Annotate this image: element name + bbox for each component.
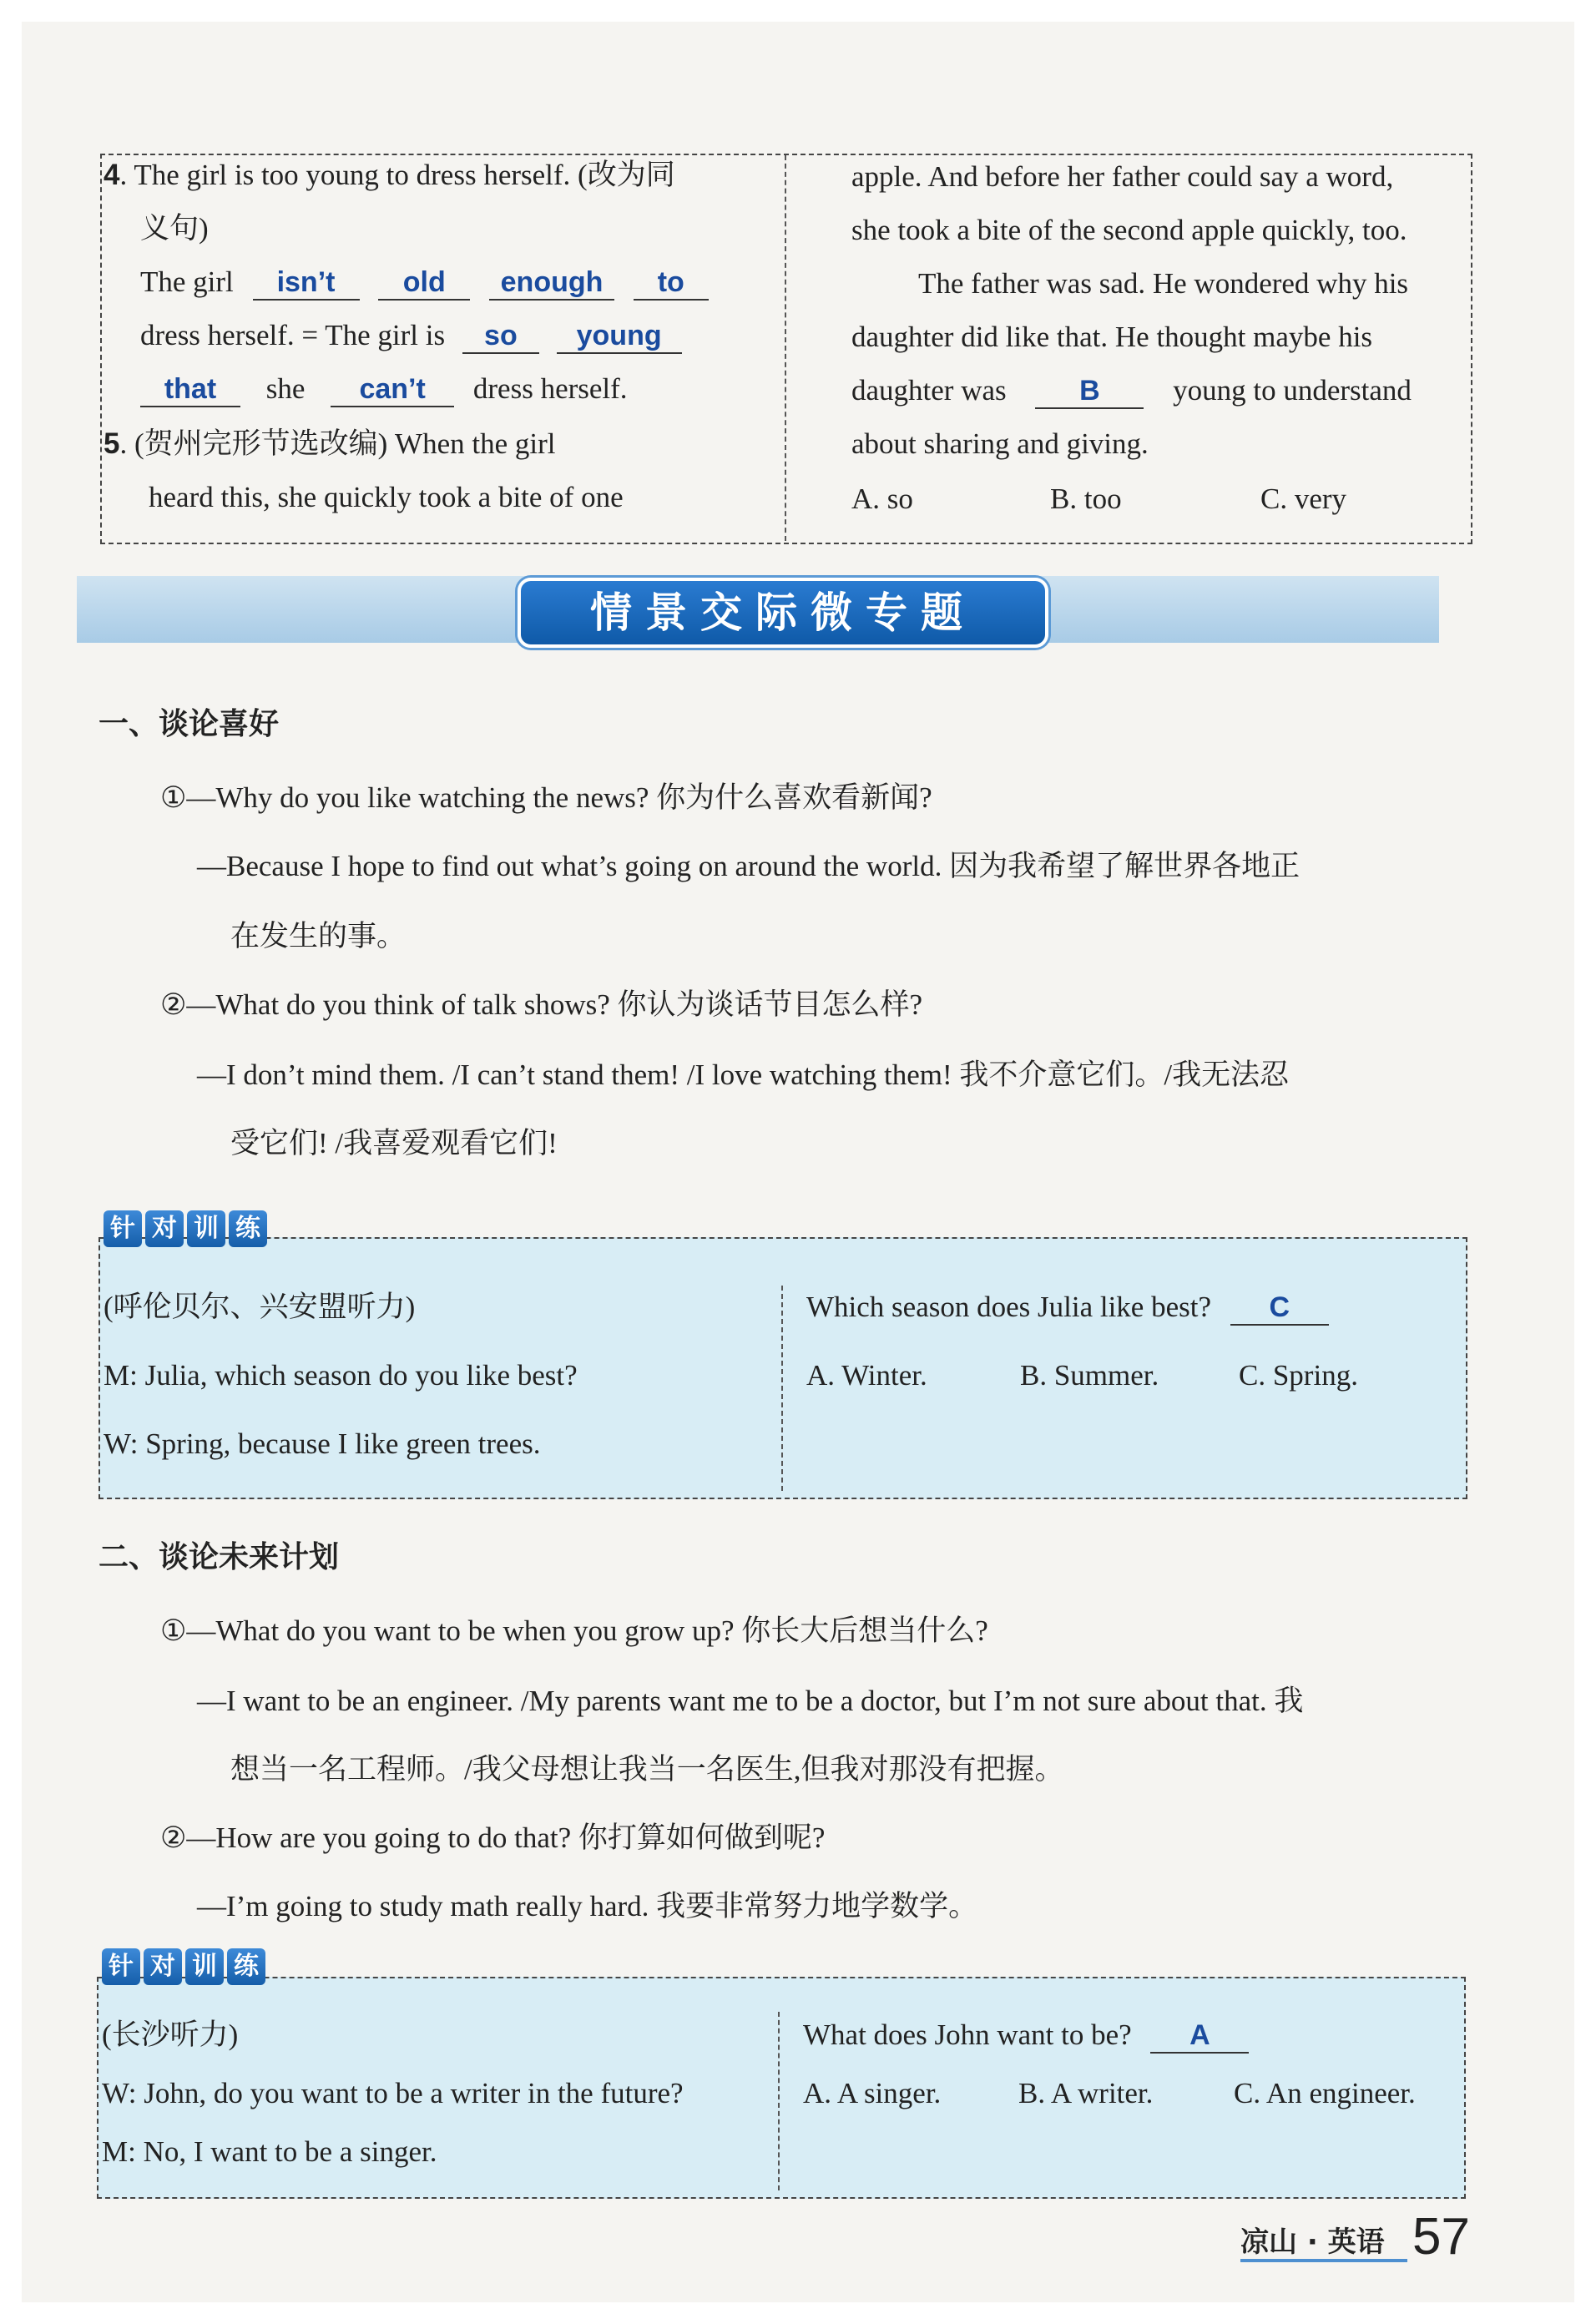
practice2-option-b[interactable]: B. A writer. <box>1018 2077 1154 2109</box>
section2-heading: 二、谈论未来计划 <box>98 1540 340 1574</box>
tag-char-1: 针 <box>102 1948 140 1985</box>
practice2-option-a[interactable]: A. A singer. <box>803 2077 942 2109</box>
practice1-tag <box>104 1210 267 1247</box>
practice1-m-line: M: Julia, which season do you like best? <box>104 1359 578 1392</box>
practice2-divider <box>778 2012 780 2190</box>
q4-number: 4 <box>104 159 120 191</box>
practice2-option-c[interactable]: C. An engineer. <box>1234 2077 1416 2109</box>
passage-blank[interactable]: B <box>1035 374 1144 409</box>
s2-dialog2-question: ②—How are you going to do that? 你打算如何做到呢? <box>160 1821 826 1854</box>
s1-dialog1-question: ①—Why do you like watching the news? 你为什么喜欢看新闻? <box>160 781 932 814</box>
q4-line3: The girl isn’t old enough to <box>140 265 709 301</box>
q4-blank-5[interactable]: so <box>462 319 539 354</box>
passage-option-c[interactable]: C. very <box>1260 482 1347 515</box>
practice2-w-line: W: John, do you want to be a writer in the future? <box>102 2077 684 2109</box>
s2-dialog2-answer: —I’m going to study math really hard. 我要非常努力地学数学。 <box>197 1890 978 1922</box>
s2-dialog1-answer-line2: 想当一名工程师。/我父母想让我当一名医生,但我对那没有把握。 <box>230 1753 1064 1786</box>
practice2-m-line: M: No, I want to be a singer. <box>102 2135 437 2168</box>
footer-book-title: 凉山 · 英语 <box>1240 2225 1385 2259</box>
s2-dialog1-question: ①—What do you want to be when you grow up? 你长大后想当什么? <box>160 1614 988 1647</box>
passage-line2: she took a bite of the second apple quickly, too. <box>851 214 1407 246</box>
tag-char-4: 练 <box>227 1948 265 1985</box>
passage-option-a[interactable]: A. so <box>851 482 913 515</box>
practice1-option-b[interactable]: B. Summer. <box>1020 1359 1159 1392</box>
practice1-answer-blank[interactable]: C <box>1230 1291 1329 1326</box>
practice1-w-line: W: Spring, because I like green trees. <box>104 1427 541 1460</box>
practice2-tag <box>102 1948 265 1985</box>
footer-underline <box>1240 2259 1407 2262</box>
s2-dialog1-answer-line1: —I want to be an engineer. /My parents want me to be a doctor, but I’m not sure about that. 我 <box>197 1685 1304 1717</box>
tag-char-2: 对 <box>144 1948 182 1985</box>
passage-line6: about sharing and giving. <box>851 427 1149 460</box>
q4-blank-6[interactable]: young <box>557 319 682 354</box>
q5-line1: 5. (贺州完形节选改编) When the girl <box>104 427 556 460</box>
practice2-answer-blank[interactable]: A <box>1150 2018 1249 2054</box>
passage-line3: The father was sad. He wondered why his <box>918 267 1409 300</box>
section1-heading: 一、谈论喜好 <box>98 707 280 741</box>
passage-line4: daughter did like that. He thought maybe his <box>851 321 1373 353</box>
tag-char-3: 训 <box>185 1948 224 1985</box>
s1-dialog1-answer-line2: 在发生的事。 <box>230 920 407 952</box>
tag-char-4: 练 <box>229 1210 267 1247</box>
practice1-option-c[interactable]: C. Spring. <box>1239 1359 1358 1392</box>
tag-char-1: 针 <box>104 1210 142 1247</box>
passage-option-b[interactable]: B. too <box>1050 482 1122 515</box>
q4-line5: that she can’t dress herself. <box>140 372 628 407</box>
tag-char-2: 对 <box>145 1210 184 1247</box>
page-number: 57 <box>1412 2208 1470 2266</box>
passage-line1: apple. And before her father could say a word, <box>851 160 1394 193</box>
s1-dialog2-question: ②—What do you think of talk shows? 你认为谈话节目怎么样? <box>160 988 923 1021</box>
practice1-option-a[interactable]: A. Winter. <box>806 1359 927 1392</box>
q4-blank-4[interactable]: to <box>634 265 709 301</box>
banner-title: 情景交际微专题 <box>518 578 1048 648</box>
q4-line4: dress herself. = The girl is so young <box>140 319 682 354</box>
q4-blank-1[interactable]: isn’t <box>253 265 360 301</box>
s1-dialog2-answer-line1: —I don’t mind them. /I can’t stand them! /I love watching them! 我不介意它们。/我无法忍 <box>197 1058 1290 1091</box>
q5-number: 5 <box>104 427 120 460</box>
practice1-source: (呼伦贝尔、兴安盟听力) <box>104 1291 416 1323</box>
q4-line1: 4. The girl is too young to dress herself. (改为同 <box>104 159 675 191</box>
practice1-question: Which season does Julia like best? C <box>806 1291 1329 1326</box>
s1-dialog1-answer-line1: —Because I hope to find out what’s going on around the world. 因为我希望了解世界各地正 <box>197 850 1301 882</box>
practice2-source: (长沙听力) <box>102 2018 239 2051</box>
practice1-divider <box>781 1286 783 1491</box>
q4-line2: 义句) <box>140 212 209 245</box>
q4-blank-8[interactable]: can’t <box>331 372 454 407</box>
top-column-divider <box>785 155 786 541</box>
q4-blank-7[interactable]: that <box>140 372 240 407</box>
s1-dialog2-answer-line2: 受它们! /我喜爱观看它们! <box>230 1127 558 1159</box>
practice2-question: What does John want to be? A <box>803 2018 1249 2054</box>
passage-line5: daughter was B young to understand <box>851 374 1412 409</box>
tag-char-3: 训 <box>187 1210 225 1247</box>
q4-blank-2[interactable]: old <box>378 265 470 301</box>
q4-blank-3[interactable]: enough <box>489 265 614 301</box>
q5-line2: heard this, she quickly took a bite of one <box>149 481 624 513</box>
